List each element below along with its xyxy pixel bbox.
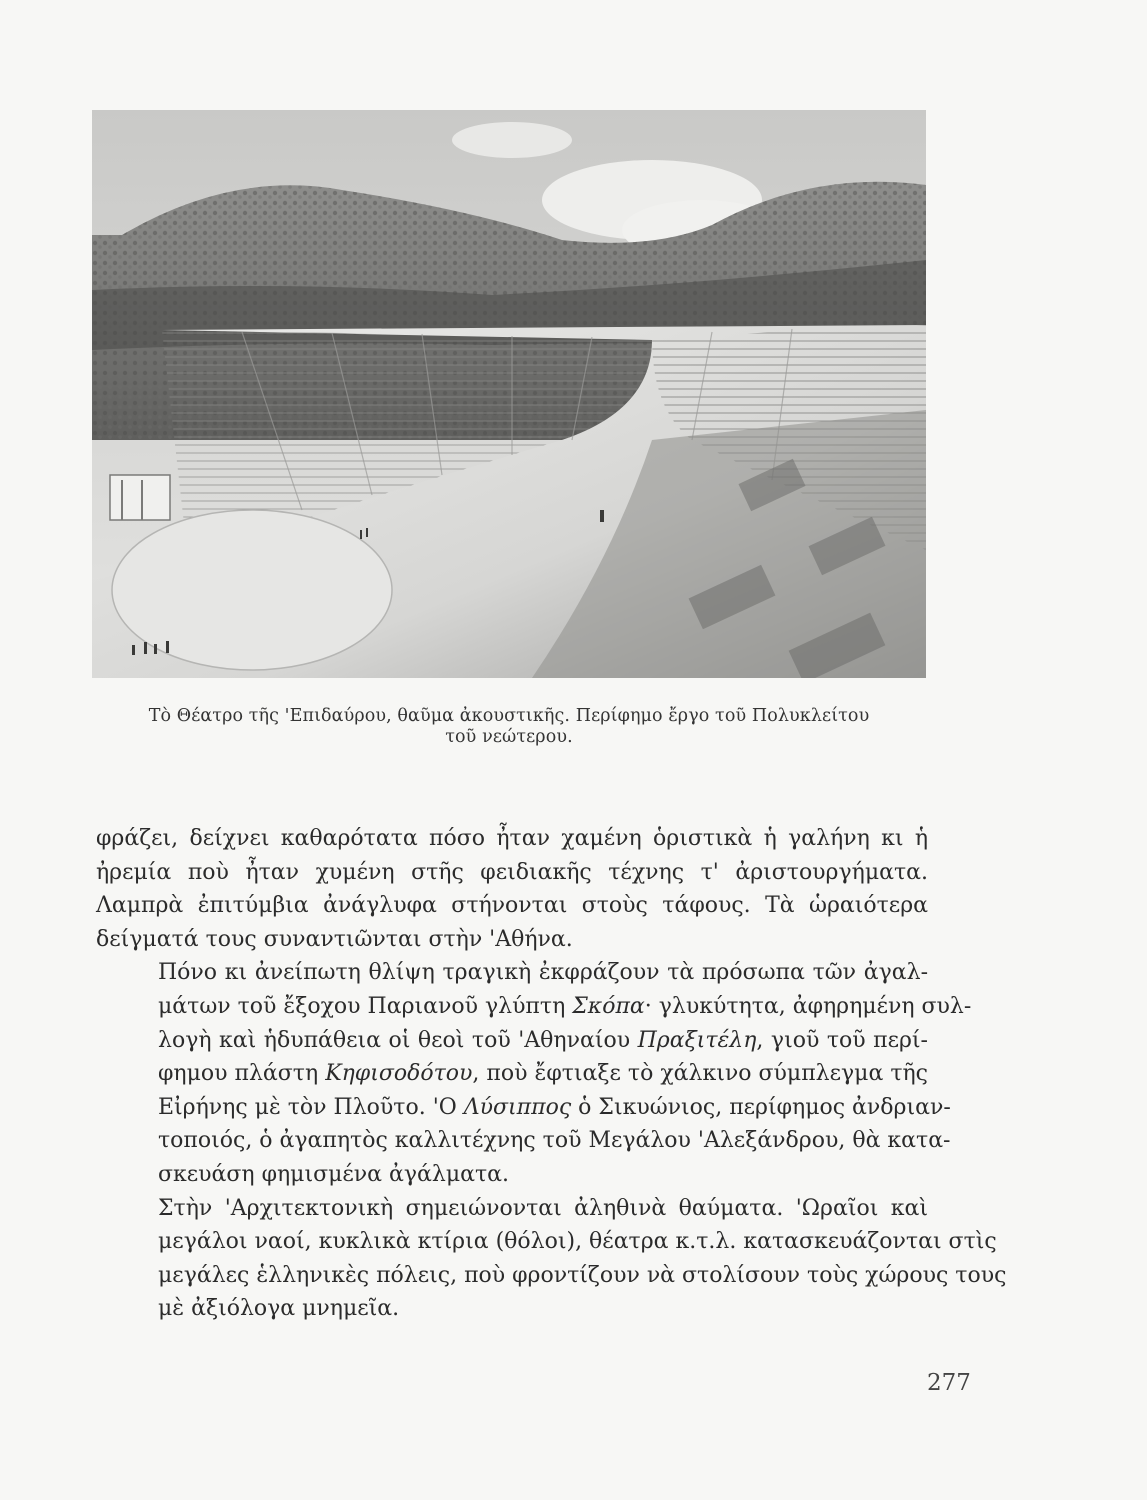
- text-line: μάτων τοῦ ἔξοχου Παριανοῦ γλύπτη Σκόπα· γλυκύτητα, ἀφηρημένη συλ-: [158, 993, 972, 1019]
- text-line: σκευάση φημισμένα ἀγάλματα.: [158, 1161, 510, 1187]
- italic-name: Κηφισοδότου: [325, 1061, 473, 1087]
- caption-line-2: τοῦ νεώτερου.: [445, 727, 573, 747]
- text-line: Πόνο κι ἀνείπωτη θλίψη τραγικὴ ἐκφράζουν τὰ πρόσωπα τῶν ἀγαλ-: [158, 960, 928, 986]
- text-line: ἠρεμία ποὺ ἦταν χυμένη στῆς φειδιακῆς τέχνης τ' ἀριστουργήματα.: [96, 859, 928, 885]
- text-line: δείγματά τους συναντιῶνται στὴν 'Αθήνα.: [96, 926, 573, 952]
- text-line: Λαμπρὰ ἐπιτύμβια ἀνάγλυφα στήνονται στοὺς τάφους. Τὰ ὡραιότερα: [96, 893, 928, 919]
- page-number: 277: [927, 1370, 971, 1396]
- photo-caption: [92, 706, 926, 748]
- italic-name: Λύσιππος: [463, 1094, 572, 1120]
- text-line: φράζει, δείχνει καθαρότατα πόσο ἦταν χαμένη ὁριστικὰ ἡ γαλήνη κι ἡ: [96, 826, 928, 851]
- epidaurus-theatre-image: [92, 110, 926, 678]
- body-text: [96, 822, 1007, 1326]
- text-line: μεγάλες ἑλληνικὲς πόλεις, ποὺ φροντίζουν νὰ στολίσουν τοὺς χώρους τους: [158, 1262, 1007, 1288]
- text-line: μεγάλοι ναοί, κυκλικὰ κτίρια (θόλοι), θέατρα κ.τ.λ. κατασκευάζονται στὶς: [158, 1229, 997, 1255]
- italic-name: Πραξιτέλη: [637, 1027, 757, 1053]
- paragraph-1: [96, 822, 928, 956]
- paragraph-3: [96, 1192, 1007, 1326]
- text-line: μὲ ἀξιόλογα μνημεῖα.: [158, 1296, 400, 1322]
- text-line: Εἰρήνης μὲ τὸν Πλοῦτο. 'Ο Λύσιππος ὁ Σικυώνιος, περίφημος ἀνδριαν-: [158, 1094, 951, 1120]
- paragraph-2: [96, 956, 972, 1191]
- italic-name: Σκόπα: [572, 993, 645, 1019]
- text-line: Στὴν 'Αρχιτεκτονικὴ σημειώνονται ἀληθινὰ θαύματα. 'Ωραῖοι καὶ: [158, 1195, 928, 1221]
- theatre-photograph: [92, 110, 926, 678]
- text-line: λογὴ καὶ ἡδυπάθεια οἱ θεοὶ τοῦ 'Αθηναίου Πραξιτέλη, γιοῦ τοῦ περί-: [158, 1027, 928, 1053]
- text-line: φημου πλάστη Κηφισοδότου, ποὺ ἔφτιαξε τὸ χάλκινο σύμπλεγμα τῆς: [158, 1061, 928, 1087]
- text-line: τοποιός, ὁ ἀγαπητὸς καλλιτέχνης τοῦ Μεγάλου 'Αλεξάνδρου, θὰ κατα-: [158, 1128, 951, 1154]
- caption-line-1: Τὸ Θέατρο τῆς 'Επιδαύρου, θαῦμα ἀκουστικῆς. Περίφημο ἔργο τοῦ Πολυκλείτου: [148, 706, 870, 726]
